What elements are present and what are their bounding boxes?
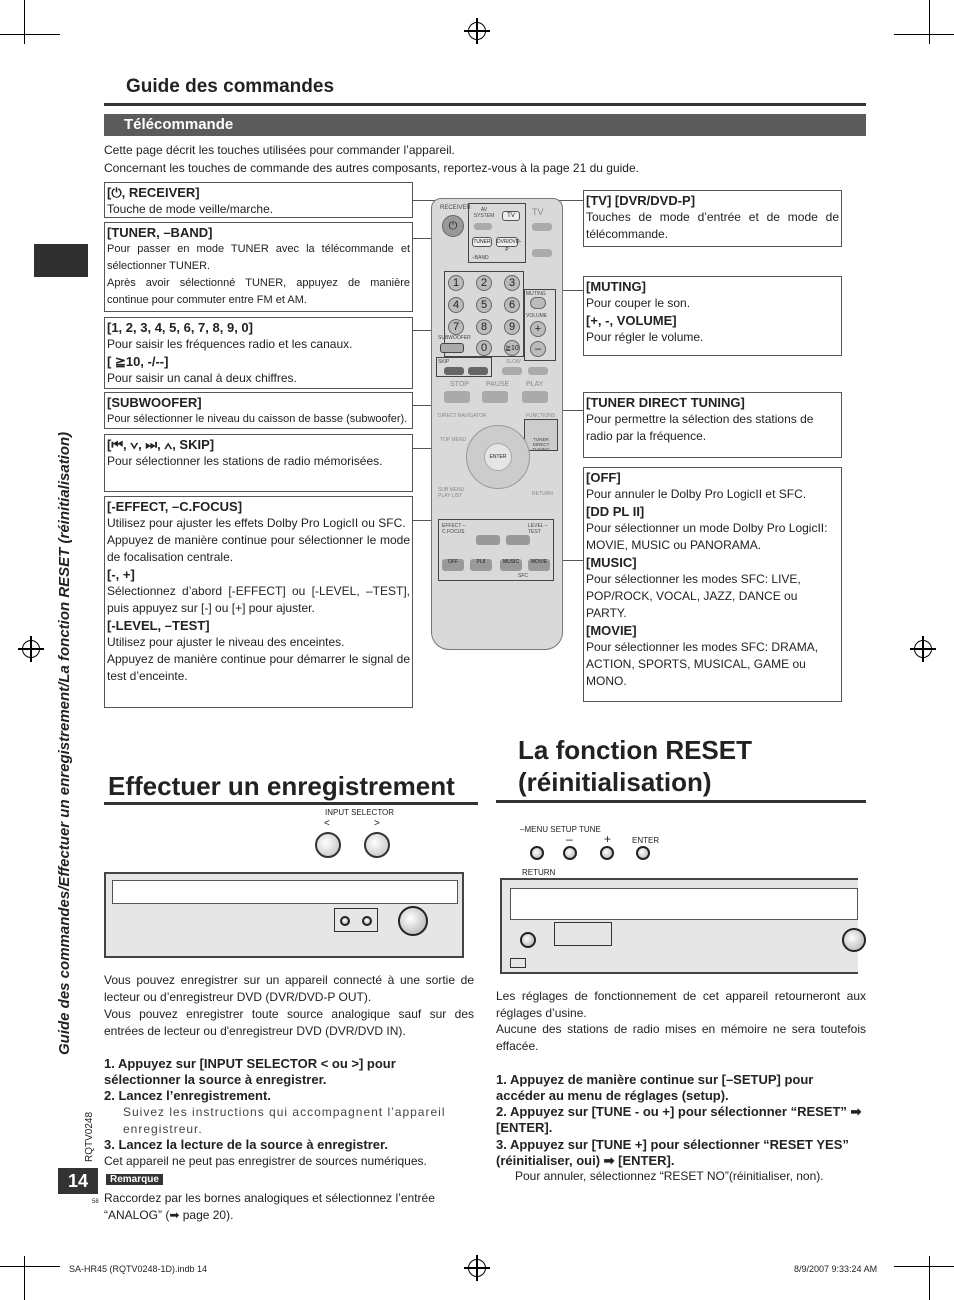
power-knob[interactable] — [520, 932, 536, 948]
sub-menu-label: SUB MENU PLAY LIST — [438, 487, 465, 499]
box-title: [MUSIC] — [586, 555, 637, 570]
page-number: 14 — [58, 1168, 98, 1194]
remote-av-label: AV SYSTEM — [473, 207, 495, 219]
skip-label: SKIP — [438, 359, 450, 365]
headphone-jack — [510, 958, 526, 968]
reset-title-1: La fonction RESET — [518, 735, 752, 765]
box-text: Pour sélectionner les modes SFC: DRAMA, ACTION, SPORTS, MUSICAL, GAME ou MONO. — [586, 640, 819, 688]
box-text: Appuyez de manière continue pour sélectionner le mode de focalisation centrale. — [107, 533, 410, 564]
remark-text: Raccordez par les bornes analogiques et sélectionnez l’entrée “ANALOG” (➡ page 20). — [104, 1191, 435, 1222]
volume-up-button[interactable]: + — [530, 321, 546, 337]
remote-control — [431, 198, 563, 650]
crop-mark — [24, 0, 25, 44]
remote-receiver-label: RECEIVER — [440, 205, 471, 211]
crop-mark — [0, 1266, 60, 1267]
minus-button[interactable] — [476, 535, 500, 545]
display-window — [510, 888, 858, 920]
box-text: Touche de mode veille/marche. — [107, 202, 274, 216]
registration-mark-icon — [22, 640, 40, 658]
recording-rule — [104, 802, 478, 805]
input-lt-label: < — [324, 818, 330, 829]
footer-date: 8/9/2007 9:33:24 AM — [794, 1264, 878, 1274]
box-title: [DD PL II] — [586, 504, 645, 519]
tune-minus-label: – — [566, 832, 573, 846]
crop-mark — [929, 0, 930, 44]
play-label: PLAY — [526, 381, 544, 388]
box-title: [SUBWOOFER] — [107, 395, 202, 410]
play-button[interactable] — [522, 391, 548, 403]
recording-title: Effectuer un enregistrement — [108, 771, 455, 801]
box-text: Pour couper le son. — [586, 296, 691, 310]
box-title: [+, -, VOLUME] — [586, 313, 677, 328]
subwoofer-label: SUBWOOFER — [438, 335, 471, 341]
box-skip — [104, 434, 413, 492]
box-text: Pour passer en mode TUNER avec la télécommande et sélectionner TUNER. — [107, 243, 410, 272]
setup-button[interactable] — [530, 846, 544, 860]
return-label: RETURN — [522, 868, 556, 877]
plus-button[interactable] — [506, 535, 530, 545]
return-label: RETURN — [532, 491, 553, 497]
remote-tv-label: TV — [532, 207, 544, 217]
stop-label: STOP — [450, 381, 469, 388]
reset-step-2: 2. Appuyez sur [TUNE - ou +] pour sélectionner “RESET” ➡ [ENTER]. — [496, 1104, 862, 1135]
reset-para-2: Aucune des stations de radio mises en mémoire ne sera toutefois effacée. — [496, 1022, 866, 1053]
volume-label: VOLUME — [526, 313, 548, 319]
key-5[interactable]: 5 — [476, 297, 492, 313]
box-text: Touches de mode d’entrée et de mode de télécommande. — [586, 210, 839, 241]
recording-step-3: 3. Lancez la lecture de la source à enregistrer. — [104, 1137, 388, 1152]
box-tv — [583, 190, 842, 247]
volume-knob[interactable] — [842, 928, 866, 952]
reset-para-1: Les réglages de fonctionnement de cet appareil retourneront aux réglages d’usine. — [496, 989, 866, 1020]
enter-label: ENTER — [632, 836, 660, 845]
box-title: [TV] [DVR/DVD-P] — [586, 193, 696, 208]
slow-forward-button[interactable] — [528, 367, 548, 375]
box-text: Pour sélectionner un mode Dolby Pro LogicII: MOVIE, MUSIC ou PANORAMA. — [586, 521, 828, 552]
reset-step-3-sub: Pour annuler, sélectionnez “RESET NO”(réinitialiser, non). — [515, 1169, 824, 1183]
registration-mark-icon — [914, 640, 932, 658]
crop-mark — [24, 1256, 25, 1300]
connector-line — [413, 200, 435, 201]
crop-mark — [0, 34, 60, 35]
panel-knob[interactable] — [362, 916, 372, 926]
slow-back-button[interactable] — [502, 367, 522, 375]
guide-title: Guide des commandes — [126, 76, 335, 97]
title-rule — [104, 103, 866, 106]
tdt-label: TUNER DIRECT TUNING — [532, 437, 550, 452]
box-text: Appuyez de manière continue pour démarrer le signal de test d’enceinte. — [107, 652, 410, 683]
key-7[interactable]: 7 — [448, 319, 464, 335]
menu-setup-label: –MENU SETUP — [520, 825, 577, 834]
vertical-section-text: Guide des commandes/Effectuer un enregistrement/La fonction RESET (réinitialisation) — [56, 431, 73, 1055]
box-text: Pour permettre la sélection des stations de radio par la fréquence. — [586, 412, 814, 443]
sfc-label: SFC — [518, 573, 528, 579]
panel-highlight — [554, 922, 612, 946]
enter-button[interactable] — [636, 846, 650, 860]
tune-plus-button[interactable] — [600, 846, 614, 860]
pl-button[interactable]: PLII — [470, 559, 492, 571]
box-effect — [104, 496, 413, 708]
muting-button[interactable] — [530, 297, 546, 309]
connector-line — [560, 560, 583, 561]
tv-vol-button[interactable] — [532, 223, 552, 231]
connector-line — [560, 410, 583, 411]
input-selector-left-knob[interactable] — [315, 832, 341, 858]
volume-down-button[interactable]: – — [530, 341, 546, 357]
panel-knob[interactable] — [340, 916, 350, 926]
box-text: Pour sélectionner les stations de radio mémorisées. — [107, 454, 383, 468]
skip-forward-button[interactable] — [468, 367, 488, 375]
box-title: [ ≧10, -/--] — [107, 354, 169, 369]
box-text: Sélectionnez d’abord [-EFFECT] ou [-LEVEL, –TEST], puis appuyez sur [-] ou [+] pour ajuster. — [107, 584, 410, 615]
key-6[interactable]: 6 — [504, 297, 520, 313]
box-subwoofer — [104, 392, 413, 429]
doc-code-text: RQTV0248 — [84, 1111, 95, 1162]
key-8[interactable]: 8 — [476, 319, 492, 335]
intro — [104, 141, 874, 177]
reset-rule — [496, 800, 866, 803]
power-button[interactable]: ⏻ — [442, 215, 464, 237]
box-text: Utilisez pour ajuster le niveau des enceintes. — [107, 635, 345, 649]
recording-step-2-sub: Suivez les instructions qui accompagnent l’appareil enregistreur. — [123, 1105, 446, 1136]
recording-para-2: Vous pouvez enregistrer toute source analogique sauf sur des entrées de lecteur ou d'enregistreur DVD (DVR/DVD IN). — [104, 1007, 474, 1038]
small-page-num: 58 — [92, 1199, 99, 1205]
box-tuner-direct — [583, 392, 842, 458]
box-title: [⏮, ∨, ⏭, ∧, SKIP] — [107, 437, 215, 452]
top-menu-label: TOP MENU — [440, 437, 467, 443]
box-text: Pour saisir un canal à deux chiffres. — [107, 371, 297, 385]
reset-step-3: 3. Appuyez sur [TUNE +] pour sélectionner “RESET YES” (réinitialiser, oui) ➡ [ENTER]. — [496, 1137, 849, 1168]
box-title: [TUNER DIRECT TUNING] — [586, 395, 745, 410]
box-text: Pour sélectionner les modes SFC: LIVE, POP/ROCK, VOCAL, JAZZ, DANCE ou PARTY. — [586, 572, 801, 620]
remark-label: Remarque — [106, 1174, 163, 1185]
input-selector-right-knob[interactable] — [364, 832, 390, 858]
slow-label: SLOW — [506, 359, 521, 365]
key-1[interactable]: 1 — [448, 275, 464, 291]
tune-plus-label: + — [604, 832, 612, 846]
box-text: Pour annuler le Dolby Pro LogicII et SFC. — [586, 487, 807, 501]
band-label: –BAND — [472, 255, 489, 261]
input-gt-label: > — [374, 818, 380, 829]
box-text: Utilisez pour ajuster les effets Dolby Pro LogicII ou SFC. — [107, 516, 406, 530]
skip-back-button[interactable] — [444, 367, 464, 375]
key-4[interactable]: 4 — [448, 297, 464, 313]
section-title: Télécommande — [124, 116, 234, 133]
key-3[interactable]: 3 — [504, 275, 520, 291]
box-title: [OFF] — [586, 470, 621, 485]
box-text: Pour régler le volume. — [586, 330, 704, 344]
tv-button[interactable]: TV — [502, 211, 520, 221]
enter-button[interactable]: ENTER — [484, 443, 512, 471]
footer-file: SA-HR45 (RQTV0248-1D).indb 14 — [69, 1264, 208, 1274]
intro-line-2: Concernant les touches de commande des autres composants, reportez-vous à la page 21 du guide. — [104, 161, 639, 175]
doc-code — [84, 1106, 98, 1162]
key-2[interactable]: 2 — [476, 275, 492, 291]
movie-button[interactable]: MOVIE — [528, 559, 550, 571]
box-numbers — [104, 317, 413, 389]
recorder-front-panel — [104, 872, 464, 958]
music-button[interactable]: MUSIC — [500, 559, 522, 571]
box-text: Après avoir sélectionné TUNER, appuyez de manière continue pour commuter entre FM et AM. — [107, 277, 410, 306]
registration-mark-icon — [468, 1259, 486, 1277]
reset-title-2: (réinitialisation) — [518, 767, 712, 797]
crop-mark — [894, 1266, 954, 1267]
intro-line-1: Cette page décrit les touches utilisées pour commander l’appareil. — [104, 143, 455, 157]
box-title: [-, +] — [107, 567, 135, 582]
stop-button[interactable] — [444, 391, 470, 403]
recording-step-3-sub: Cet appareil ne peut pas enregistrer de sources numériques. — [104, 1154, 427, 1168]
box-title: [1, 2, 3, 4, 5, 6, 7, 8, 9, 0] — [107, 320, 253, 335]
tv-av-button[interactable] — [532, 249, 552, 257]
effect-label: EFFECT –C.FOCUS — [442, 523, 466, 535]
recording-step-2: 2. Lancez l’enregistrement. — [104, 1088, 271, 1103]
box-title: [-EFFECT, –C.FOCUS] — [107, 499, 243, 514]
direct-nav-label: DIRECT NAVIGATOR — [438, 413, 487, 419]
display-window — [112, 880, 458, 904]
box-title: [⏻, RECEIVER] — [107, 185, 200, 200]
recording-para-1: Vous pouvez enregistrer sur un appareil connecté à une sortie de lecteur ou d’enregistreur DVD (DVR/DVD-P OUT). — [104, 973, 474, 1004]
box-muting — [583, 276, 842, 356]
crop-mark — [929, 1256, 930, 1300]
vertical-section-title — [56, 285, 94, 1055]
box-title: [MUTING] — [586, 279, 646, 294]
off-button[interactable]: OFF — [442, 559, 464, 571]
pause-button[interactable] — [482, 391, 508, 403]
box-title: [TUNER, –BAND] — [107, 225, 213, 240]
registration-mark-icon — [468, 22, 486, 40]
crop-mark — [894, 34, 954, 35]
box-off — [583, 467, 842, 702]
box-title: [MOVIE] — [586, 623, 637, 638]
pause-label: PAUSE — [486, 381, 510, 388]
level-label: LEVEL –TEST — [528, 523, 548, 535]
tune-minus-button[interactable] — [563, 846, 577, 860]
box-tuner — [104, 222, 413, 312]
key-ten[interactable]: ≧10 — [504, 340, 520, 356]
box-receiver — [104, 182, 413, 218]
tune-label: TUNE — [579, 825, 601, 834]
recording-step-1: 1. Appuyez sur [INPUT SELECTOR < ou >] pour sélectionner la source à enregistrer. — [104, 1056, 396, 1087]
box-title: [-LEVEL, –TEST] — [107, 618, 210, 633]
volume-knob[interactable] — [398, 906, 428, 936]
subwoofer-button[interactable] — [440, 343, 464, 353]
functions-label: FUNCTIONS — [526, 413, 556, 419]
key-9[interactable]: 9 — [504, 319, 520, 335]
dvr-button[interactable]: DVR/DVD-P — [497, 239, 522, 253]
input-selector-label: INPUT SELECTOR — [325, 808, 395, 817]
key-0[interactable]: 0 — [476, 340, 492, 356]
muting-label: MUTING — [526, 291, 546, 297]
box-text: Pour saisir les fréquences radio et les canaux. — [107, 337, 353, 351]
section-bar — [104, 114, 866, 136]
sidebar-tab — [34, 244, 88, 277]
box-text: Pour sélectionner le niveau du caisson de basse (subwoofer). — [107, 413, 408, 425]
reset-front-panel — [500, 878, 858, 974]
tuner-button[interactable]: TUNER — [473, 239, 491, 245]
reset-step-1: 1. Appuyez de manière continue sur [–SETUP] pour accéder au menu de réglages (setup). — [496, 1072, 814, 1103]
